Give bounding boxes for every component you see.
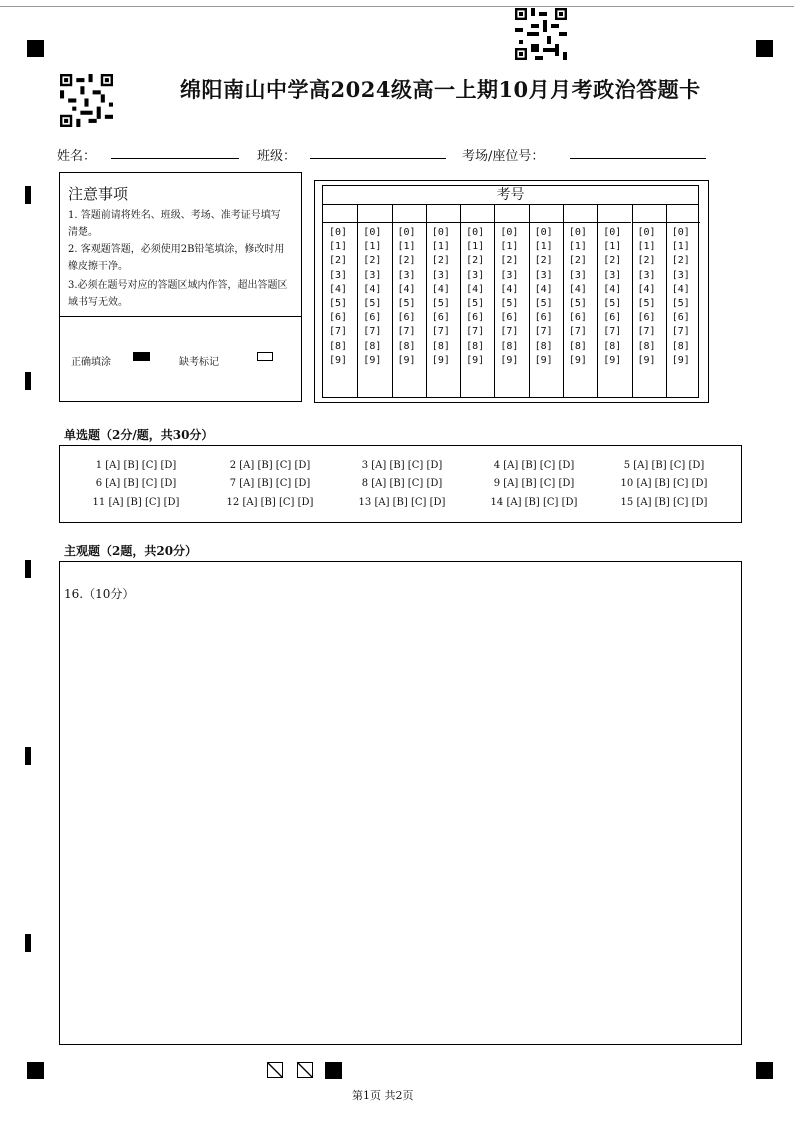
timing-mark	[25, 747, 31, 765]
exam-digit-bubble[interactable]: [5]	[603, 298, 622, 310]
registration-mark-bottom-right	[756, 1062, 773, 1079]
exam-number-grid	[322, 205, 699, 398]
exam-digit-bubble[interactable]: [2]	[637, 255, 656, 267]
exam-number-column	[569, 226, 587, 368]
exam-digit-bubble[interactable]: [5]	[397, 298, 416, 310]
choice-question-11[interactable]: 11 [A] [B] [C] [D]	[92, 497, 180, 508]
exam-digit-bubble[interactable]: [0]	[363, 227, 382, 238]
exam-digit-bubble[interactable]: [1]	[534, 241, 553, 253]
exam-digit-bubble[interactable]: [7]	[500, 326, 519, 338]
exam-digit-bubble[interactable]: [7]	[671, 326, 690, 338]
exam-digit-bubble[interactable]: [4]	[637, 283, 656, 295]
page-number: 第1页 共2页	[352, 1089, 414, 1102]
exam-digit-bubble[interactable]: [1]	[637, 241, 656, 253]
exam-digit-bubble[interactable]: [2]	[568, 255, 587, 267]
exam-digit-bubble[interactable]: [3]	[603, 269, 622, 281]
timing-mark	[25, 372, 31, 390]
exam-digit-bubble[interactable]: [0]	[500, 227, 519, 238]
exam-digit-bubble[interactable]: [1]	[466, 241, 485, 253]
exam-digit-bubble[interactable]: [8]	[466, 340, 485, 352]
exam-digit-bubble[interactable]: [7]	[329, 326, 348, 338]
qr-code-header	[60, 74, 113, 127]
choice-question-13[interactable]: 13 [A] [B] [C] [D]	[358, 497, 446, 508]
choice-question-1[interactable]: 1 [A] [B] [C] [D]	[95, 460, 177, 471]
legend-fill-label: 正确填涂	[71, 357, 111, 368]
exam-digit-bubble[interactable]: [8]	[534, 340, 553, 352]
seat-field[interactable]	[570, 158, 706, 159]
exam-number-column	[466, 226, 484, 368]
grid-column-divider	[597, 205, 598, 398]
exam-digit-bubble[interactable]: [1]	[329, 241, 348, 253]
name-label: 姓名：	[57, 149, 97, 164]
exam-digit-bubble[interactable]: [0]	[329, 227, 348, 238]
exam-digit-bubble[interactable]: [1]	[431, 241, 450, 253]
note-item: 1. 答题前请将姓名、班级、考场、准考证号填写清楚。	[68, 210, 281, 238]
exam-digit-bubble[interactable]: [6]	[637, 312, 656, 324]
exam-digit-bubble[interactable]: [6]	[431, 312, 450, 324]
exam-digit-bubble[interactable]: [3]	[568, 269, 587, 281]
exam-digit-bubble[interactable]: [8]	[637, 340, 656, 352]
exam-digit-bubble[interactable]: [1]	[603, 241, 622, 253]
exam-digit-bubble[interactable]: [7]	[431, 326, 450, 338]
timing-mark	[25, 934, 31, 952]
exam-digit-bubble[interactable]: [6]	[534, 312, 553, 324]
exam-digit-bubble[interactable]: [9]	[397, 354, 416, 366]
exam-digit-bubble[interactable]: [2]	[466, 255, 485, 267]
grid-column-divider	[357, 205, 358, 398]
exam-digit-bubble[interactable]: [2]	[603, 255, 622, 267]
page-top-border	[0, 0, 794, 7]
exam-digit-bubble[interactable]: [2]	[329, 255, 348, 267]
exam-digit-bubble[interactable]: [3]	[500, 269, 519, 281]
timing-mark	[25, 560, 31, 578]
exam-digit-bubble[interactable]: [8]	[329, 340, 348, 352]
exam-number-write-cell[interactable]	[666, 205, 700, 223]
exam-digit-bubble[interactable]: [8]	[397, 340, 416, 352]
choice-question-7[interactable]: 7 [A] [B] [C] [D]	[229, 478, 311, 489]
page-title: 绵阳南山中学高2024级高一上期10月月考政治答题卡	[180, 77, 701, 102]
exam-digit-bubble[interactable]: [4]	[431, 283, 450, 295]
exam-digit-bubble[interactable]: [0]	[671, 227, 690, 238]
exam-digit-bubble[interactable]: [3]	[671, 269, 690, 281]
exam-digit-bubble[interactable]: [0]	[397, 227, 416, 238]
grid-column-divider	[494, 205, 495, 398]
class-field[interactable]	[310, 158, 446, 159]
exam-digit-bubble[interactable]: [8]	[568, 340, 587, 352]
subjective-heading: 主观题（2题，共20分）	[64, 544, 198, 558]
exam-digit-bubble[interactable]: [0]	[534, 227, 553, 238]
exam-digit-bubble[interactable]: [6]	[397, 312, 416, 324]
exam-digit-bubble[interactable]: [4]	[534, 283, 553, 295]
exam-digit-bubble[interactable]: [1]	[671, 241, 690, 253]
choice-question-3[interactable]: 3 [A] [B] [C] [D]	[361, 460, 443, 471]
exam-number-column	[638, 226, 656, 368]
exam-digit-bubble[interactable]: [2]	[671, 255, 690, 267]
exam-digit-bubble[interactable]: [5]	[466, 298, 485, 310]
exam-digit-bubble[interactable]: [5]	[500, 298, 519, 310]
exam-digit-bubble[interactable]: [4]	[568, 283, 587, 295]
exam-digit-bubble[interactable]: [4]	[500, 283, 519, 295]
exam-digit-bubble[interactable]: [0]	[466, 227, 485, 238]
grid-column-divider	[460, 205, 461, 398]
registration-mark-top-right	[756, 40, 773, 57]
choice-question-6[interactable]: 6 [A] [B] [C] [D]	[95, 478, 177, 489]
exam-number-write-cell[interactable]	[494, 205, 528, 223]
grid-column-divider	[666, 205, 667, 398]
registration-mark-top-left	[27, 40, 44, 57]
exam-digit-bubble[interactable]: [7]	[603, 326, 622, 338]
exam-digit-bubble[interactable]: [8]	[500, 340, 519, 352]
exam-digit-bubble[interactable]: [9]	[329, 354, 348, 366]
exam-digit-bubble[interactable]: [2]	[431, 255, 450, 267]
choice-question-5[interactable]: 5 [A] [B] [C] [D]	[623, 460, 705, 471]
choice-question-12[interactable]: 12 [A] [B] [C] [D]	[226, 497, 314, 508]
exam-digit-bubble[interactable]: [4]	[329, 283, 348, 295]
exam-number-column	[363, 226, 381, 368]
exam-digit-bubble[interactable]: [5]	[363, 298, 382, 310]
exam-number-column	[535, 226, 553, 368]
exam-digit-bubble[interactable]: [5]	[637, 298, 656, 310]
grid-column-divider	[392, 205, 393, 398]
exam-digit-bubble[interactable]: [6]	[500, 312, 519, 324]
exam-number-write-cell[interactable]	[357, 205, 391, 223]
choice-question-10[interactable]: 10 [A] [B] [C] [D]	[620, 478, 708, 489]
exam-number-write-cell[interactable]	[426, 205, 460, 223]
question-16-label: 16.（10分）	[64, 587, 135, 601]
note-item: 3.必须在题号对应的答题区域内作答，超出答题区域书写无效。	[68, 280, 288, 308]
exam-digit-bubble[interactable]: [9]	[500, 354, 519, 366]
exam-number-column	[329, 226, 347, 368]
absent-mark-box[interactable]	[257, 352, 273, 361]
choice-question-15[interactable]: 15 [A] [B] [C] [D]	[620, 497, 708, 508]
exam-digit-bubble[interactable]: [1]	[568, 241, 587, 253]
single-choice-heading: 单选题（2分/题，共30分）	[64, 428, 214, 442]
exam-digit-bubble[interactable]: [3]	[329, 269, 348, 281]
exam-digit-bubble[interactable]: [3]	[534, 269, 553, 281]
exam-number-write-cell[interactable]	[563, 205, 597, 223]
exam-number-column	[500, 226, 518, 368]
exam-digit-bubble[interactable]: [9]	[534, 354, 553, 366]
exam-digit-bubble[interactable]: [7]	[568, 326, 587, 338]
exam-digit-bubble[interactable]: [7]	[637, 326, 656, 338]
exam-digit-bubble[interactable]: [7]	[397, 326, 416, 338]
exam-number-write-cell[interactable]	[323, 205, 357, 223]
choice-question-9[interactable]: 9 [A] [B] [C] [D]	[493, 478, 575, 489]
exam-digit-bubble[interactable]: [2]	[534, 255, 553, 267]
exam-digit-bubble[interactable]: [0]	[637, 227, 656, 238]
exam-digit-bubble[interactable]: [9]	[431, 354, 450, 366]
page-mark-hatched	[267, 1062, 283, 1078]
choice-question-4[interactable]: 4 [A] [B] [C] [D]	[493, 460, 575, 471]
exam-digit-bubble[interactable]: [6]	[603, 312, 622, 324]
exam-digit-bubble[interactable]: [9]	[637, 354, 656, 366]
exam-digit-bubble[interactable]: [0]	[603, 227, 622, 238]
exam-digit-bubble[interactable]: [0]	[568, 227, 587, 238]
exam-number-column	[398, 226, 416, 368]
exam-digit-bubble[interactable]: [0]	[431, 227, 450, 238]
note-item: 2. 客观题答题，必须使用2B铅笔填涂，修改时用橡皮擦干净。	[68, 244, 285, 272]
exam-digit-bubble[interactable]: [2]	[397, 255, 416, 267]
choice-question-14[interactable]: 14 [A] [B] [C] [D]	[490, 497, 578, 508]
class-label: 班级：	[257, 149, 297, 164]
notes-heading: 注意事项	[68, 185, 129, 203]
exam-digit-bubble[interactable]: [3]	[397, 269, 416, 281]
exam-digit-bubble[interactable]: [2]	[363, 255, 382, 267]
answer-area-16[interactable]	[59, 561, 742, 1045]
exam-number-write-cell[interactable]	[529, 205, 563, 223]
choice-question-2[interactable]: 2 [A] [B] [C] [D]	[229, 460, 311, 471]
exam-digit-bubble[interactable]: [1]	[500, 241, 519, 253]
choice-question-8[interactable]: 8 [A] [B] [C] [D]	[361, 478, 443, 489]
exam-digit-bubble[interactable]: [6]	[568, 312, 587, 324]
exam-digit-bubble[interactable]: [3]	[363, 269, 382, 281]
exam-digit-bubble[interactable]: [4]	[671, 283, 690, 295]
qr-code-top	[515, 8, 567, 60]
registration-mark-bottom-left	[27, 1062, 44, 1079]
exam-digit-bubble[interactable]: [9]	[603, 354, 622, 366]
grid-column-divider	[426, 205, 427, 398]
grid-column-divider	[529, 205, 530, 398]
exam-number-title: 考号	[322, 185, 699, 205]
exam-digit-bubble[interactable]: [7]	[534, 326, 553, 338]
exam-digit-bubble[interactable]: [9]	[466, 354, 485, 366]
grid-column-divider	[563, 205, 564, 398]
exam-digit-bubble[interactable]: [8]	[363, 340, 382, 352]
single-choice-grid	[59, 445, 742, 523]
exam-digit-bubble[interactable]: [5]	[534, 298, 553, 310]
exam-digit-bubble[interactable]: [6]	[363, 312, 382, 324]
timing-mark	[25, 186, 31, 204]
exam-digit-bubble[interactable]: [9]	[568, 354, 587, 366]
name-field[interactable]	[111, 158, 239, 159]
exam-digit-bubble[interactable]: [4]	[466, 283, 485, 295]
exam-digit-bubble[interactable]: [5]	[568, 298, 587, 310]
page-mark-filled	[325, 1062, 342, 1079]
exam-digit-bubble[interactable]: [8]	[603, 340, 622, 352]
exam-digit-bubble[interactable]: [4]	[397, 283, 416, 295]
exam-digit-bubble[interactable]: [5]	[329, 298, 348, 310]
exam-number-write-cell[interactable]	[632, 205, 666, 223]
grid-column-divider	[632, 205, 633, 398]
exam-digit-bubble[interactable]: [5]	[431, 298, 450, 310]
page-mark-hatched	[297, 1062, 313, 1078]
exam-digit-bubble[interactable]: [7]	[363, 326, 382, 338]
exam-number-write-cell[interactable]	[392, 205, 426, 223]
exam-digit-bubble[interactable]: [9]	[363, 354, 382, 366]
exam-number-column	[672, 226, 690, 368]
exam-digit-bubble[interactable]: [6]	[671, 312, 690, 324]
exam-digit-bubble[interactable]: [5]	[671, 298, 690, 310]
notes-divider	[59, 316, 302, 317]
exam-number-column	[432, 226, 450, 368]
exam-digit-bubble[interactable]: [3]	[431, 269, 450, 281]
exam-digit-bubble[interactable]: [2]	[500, 255, 519, 267]
exam-digit-bubble[interactable]: [8]	[671, 340, 690, 352]
exam-digit-bubble[interactable]: [9]	[671, 354, 690, 366]
exam-digit-bubble[interactable]: [4]	[603, 283, 622, 295]
exam-digit-bubble[interactable]: [7]	[466, 326, 485, 338]
exam-number-column	[603, 226, 621, 368]
filled-bubble-sample	[133, 352, 150, 361]
exam-digit-bubble[interactable]: [3]	[637, 269, 656, 281]
exam-digit-bubble[interactable]: [3]	[466, 269, 485, 281]
exam-number-write-cell[interactable]	[597, 205, 631, 223]
exam-digit-bubble[interactable]: [1]	[363, 241, 382, 253]
exam-digit-bubble[interactable]: [6]	[329, 312, 348, 324]
exam-digit-bubble[interactable]: [8]	[431, 340, 450, 352]
legend-absent-label: 缺考标记	[179, 357, 219, 368]
exam-digit-bubble[interactable]: [6]	[466, 312, 485, 324]
exam-digit-bubble[interactable]: [4]	[363, 283, 382, 295]
exam-number-write-cell[interactable]	[460, 205, 494, 223]
seat-label: 考场/座位号：	[462, 149, 545, 164]
exam-digit-bubble[interactable]: [1]	[397, 241, 416, 253]
